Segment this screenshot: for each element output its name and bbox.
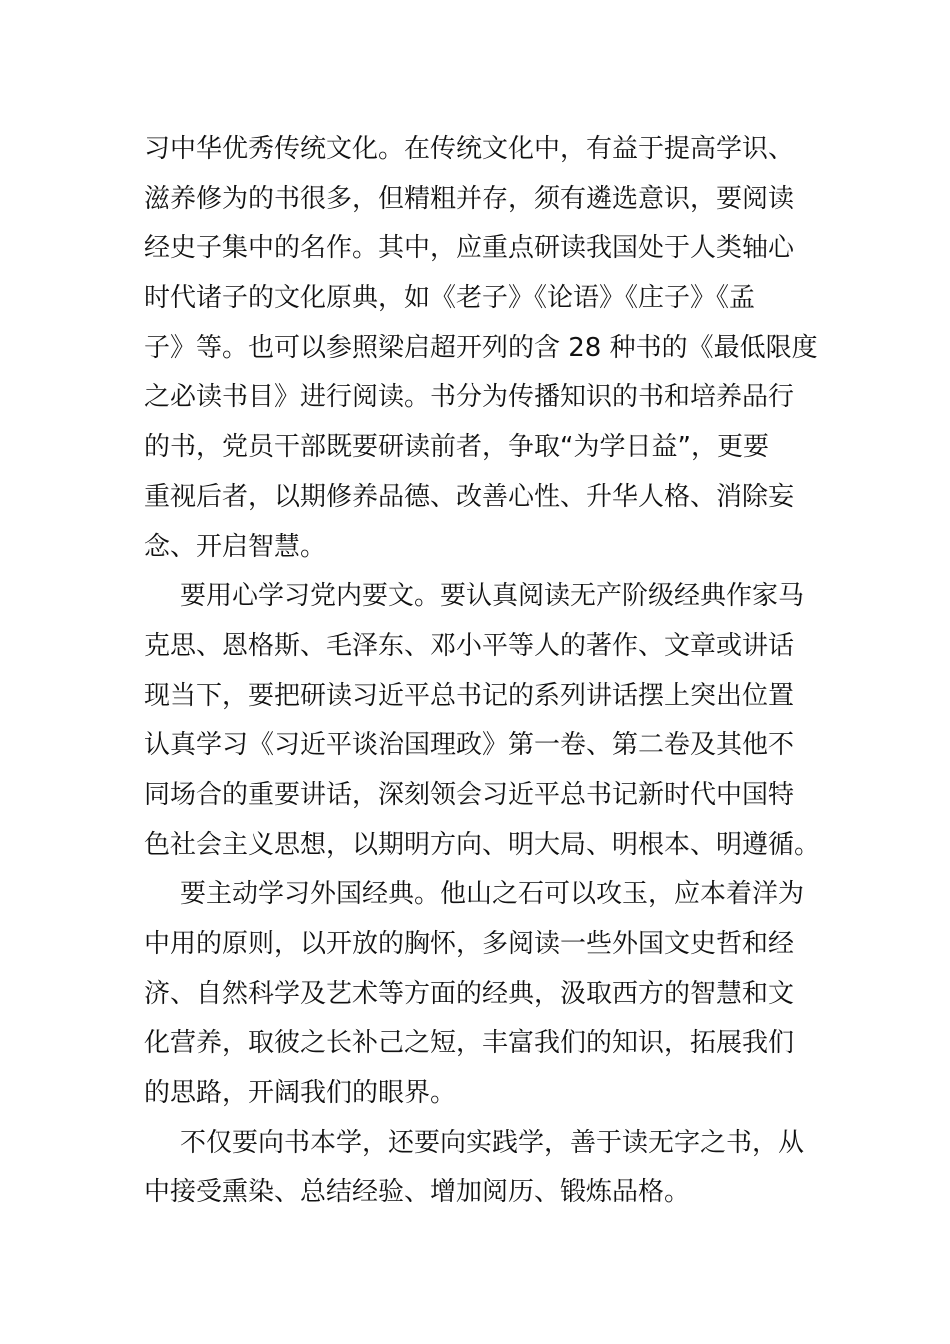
paragraph-party-documents [144, 572, 821, 870]
text-line: 中接受熏染、总结经验、增加阅历、锻炼品格。 [144, 1177, 691, 1208]
paragraph-practice [144, 1119, 809, 1218]
text-line: 念、开启智慧。 [144, 531, 327, 562]
text-line: 济、自然科学及艺术等方面的经典，汲取西方的智慧和文 [144, 978, 795, 1009]
text-line: 时代诸子的文化原典，如《老子》《论语》《庄子》《孟 [144, 283, 756, 314]
text-line: 习中华优秀传统文化。在传统文化中，有益于提高学识、 [144, 134, 795, 164]
text-line: 经史子集中的名作。其中，应重点研读我国处于人类轴心 [144, 233, 795, 264]
text-line: 的书，党员干部既要研读前者，争取“为学日益”，更要 [144, 432, 769, 463]
text-line: 之必读书目》进行阅读。书分为传播知识的书和培养品行 [144, 382, 795, 413]
text-line: 克思、恩格斯、毛泽东、邓小平等人的著作、文章或讲话 [144, 630, 795, 661]
text-line: 重视后者，以期修养品德、改善心性、升华人格、消除妄 [144, 481, 795, 512]
text-line: 中用的原则，以开放的胸怀，多阅读一些外国文史哲和经 [144, 929, 795, 959]
paragraph-traditional-culture [144, 125, 818, 572]
text-line-indented: 要用心学习党内要文。要认真阅读无产阶级经典作家马 [180, 581, 805, 612]
text-line-indented: 要主动学习外国经典。他山之石可以攻玉，应本着洋为 [180, 879, 805, 910]
text-line: 化营养，取彼之长补己之短，丰富我们的知识，拓展我们 [144, 1028, 795, 1059]
text-line: 现当下，要把研读习近平总书记的系列讲话摆上突出位置 [144, 680, 795, 711]
text-line: 子》等。也可以参照梁启超开列的含 28 种书的《最低限度 [144, 332, 818, 363]
body-text [144, 125, 821, 1218]
text-line-indented: 不仅要向书本学，还要向实践学，善于读无字之书，从 [180, 1127, 805, 1158]
text-line: 的思路，开阔我们的眼界。 [144, 1078, 457, 1109]
text-line: 滋养修为的书很多，但精粗并存，须有遴选意识，要阅读 [144, 183, 795, 214]
paragraph-foreign-classics [144, 870, 809, 1118]
text-line: 同场合的重要讲话，深刻领会习近平总书记新时代中国特 [144, 779, 795, 810]
text-line: 色社会主义思想，以期明方向、明大局、明根本、明遵循。 [144, 829, 821, 860]
text-line: 认真学习《习近平谈治国理政》第一卷、第二卷及其他不 [144, 730, 795, 761]
